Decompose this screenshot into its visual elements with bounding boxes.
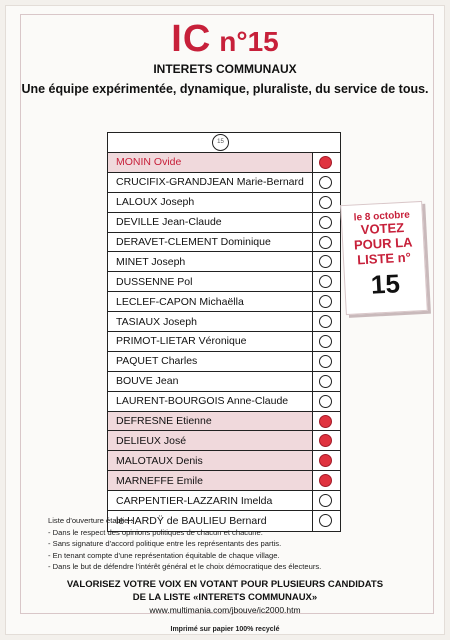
list-notes	[48, 515, 408, 573]
vote-circle[interactable]	[319, 255, 332, 268]
vote-circle[interactable]	[319, 236, 332, 249]
vote-circle[interactable]	[319, 375, 332, 388]
candidate-row	[108, 252, 340, 272]
notes-item: - Sans signature d'accord politique entre les représentants des partis.	[48, 539, 282, 549]
candidate-row	[108, 491, 340, 511]
election-date: le 8 octobre	[353, 209, 411, 224]
candidate-name: MINET Joseph	[108, 252, 313, 271]
ballot-grid	[107, 132, 341, 532]
call-to-action	[0, 578, 450, 604]
vote-list-number: 15	[370, 268, 401, 300]
vote-circle[interactable]	[319, 434, 332, 447]
website-link[interactable]: www.multimania.com/jbouve/ic2000.htm	[149, 605, 301, 615]
vote-circle[interactable]	[319, 494, 332, 507]
vote-circle[interactable]	[319, 196, 332, 209]
candidate-row	[108, 372, 340, 392]
vote-circle[interactable]	[319, 474, 332, 487]
candidate-name: DEFRESNE Etienne	[108, 412, 313, 431]
candidate-name: PAQUET Charles	[108, 352, 313, 371]
vote-circle[interactable]	[319, 156, 332, 169]
vote-line-3: LISTE n°	[356, 249, 412, 268]
vote-circle[interactable]	[319, 415, 332, 428]
candidate-name: BOUVE Jean	[108, 372, 313, 391]
list-number: n°15	[219, 26, 279, 57]
candidate-name: LECLEF-CAPON Michaëlla	[108, 292, 313, 311]
vote-circle[interactable]	[319, 395, 332, 408]
vote-line-2: POUR LA	[353, 234, 413, 253]
candidate-list	[108, 153, 340, 531]
vote-circle[interactable]	[319, 335, 332, 348]
candidate-row	[108, 153, 340, 173]
vote-circle[interactable]	[319, 315, 332, 328]
ballot-header	[108, 133, 340, 153]
vote-reminder-card	[340, 201, 428, 315]
cta-line-2: DE LA LISTE «INTERETS COMMUNAUX»	[132, 592, 318, 603]
vote-circle[interactable]	[319, 176, 332, 189]
candidate-row	[108, 451, 340, 471]
list-title	[0, 20, 450, 58]
candidate-row	[108, 213, 340, 233]
cta-line-1: VALORISEZ VOTRE VOIX EN VOTANT POUR PLUSIEURS CANDIDATS	[66, 579, 384, 590]
candidate-row	[108, 412, 340, 432]
notes-intro: Liste d'ouverture établie :	[48, 516, 133, 525]
candidate-name: LAURENT-BOURGOIS Anne-Claude	[108, 392, 313, 411]
candidate-row	[108, 431, 340, 451]
candidate-name: PRIMOT-LIETAR Véronique	[108, 332, 313, 351]
candidate-row	[108, 471, 340, 491]
candidate-row	[108, 233, 340, 253]
candidate-name: MALOTAUX Denis	[108, 451, 313, 470]
candidate-name: DELIEUX José	[108, 431, 313, 450]
notes-item: - Dans le respect des opinions politiques de chacun et chacune.	[48, 527, 263, 537]
tagline: Une équipe expérimentée, dynamique, pluraliste, du service de tous.	[21, 82, 429, 96]
vote-circle[interactable]	[319, 355, 332, 368]
candidate-row	[108, 292, 340, 312]
candidate-name: MONIN Ovide	[108, 153, 313, 172]
candidate-row	[108, 352, 340, 372]
notes-item: - Dans le but de défendre l'intérêt général et le choix démocratique des électeurs.	[48, 562, 322, 572]
candidate-name: DUSSENNE Pol	[108, 272, 313, 291]
candidate-name: CRUCIFIX-GRANDJEAN Marie-Bernard	[108, 173, 313, 192]
candidate-name: LALOUX Joseph	[108, 193, 313, 212]
list-subtitle: INTERETS COMMUNAUX	[153, 62, 297, 76]
candidate-name: CARPENTIER-LAZZARIN Imelda	[108, 491, 313, 510]
candidate-row	[108, 173, 340, 193]
candidate-row	[108, 332, 340, 352]
candidate-name: TASIAUX Joseph	[108, 312, 313, 331]
candidate-row	[108, 272, 340, 292]
candidate-name: MARNEFFE Emile	[108, 471, 313, 490]
vote-line-1: VOTEZ	[360, 219, 405, 238]
vote-circle[interactable]	[319, 454, 332, 467]
list-initials: IC	[171, 18, 212, 60]
print-note: Imprimé sur papier 100% recyclé	[170, 626, 280, 633]
candidate-name: DERAVET-CLEMENT Dominique	[108, 233, 313, 252]
list-vote-circle[interactable]: 15	[212, 134, 229, 151]
candidate-row	[108, 193, 340, 213]
vote-circle[interactable]	[319, 295, 332, 308]
candidate-row	[108, 392, 340, 412]
vote-circle[interactable]	[319, 275, 332, 288]
notes-item: - En tenant compte d'une représentation équitable de chaque village.	[48, 550, 280, 560]
candidate-row	[108, 312, 340, 332]
candidate-name: le HARDŸ de BAULIEU Bernard	[108, 511, 313, 531]
vote-circle[interactable]	[319, 216, 332, 229]
candidate-name: DEVILLE Jean-Claude	[108, 213, 313, 232]
